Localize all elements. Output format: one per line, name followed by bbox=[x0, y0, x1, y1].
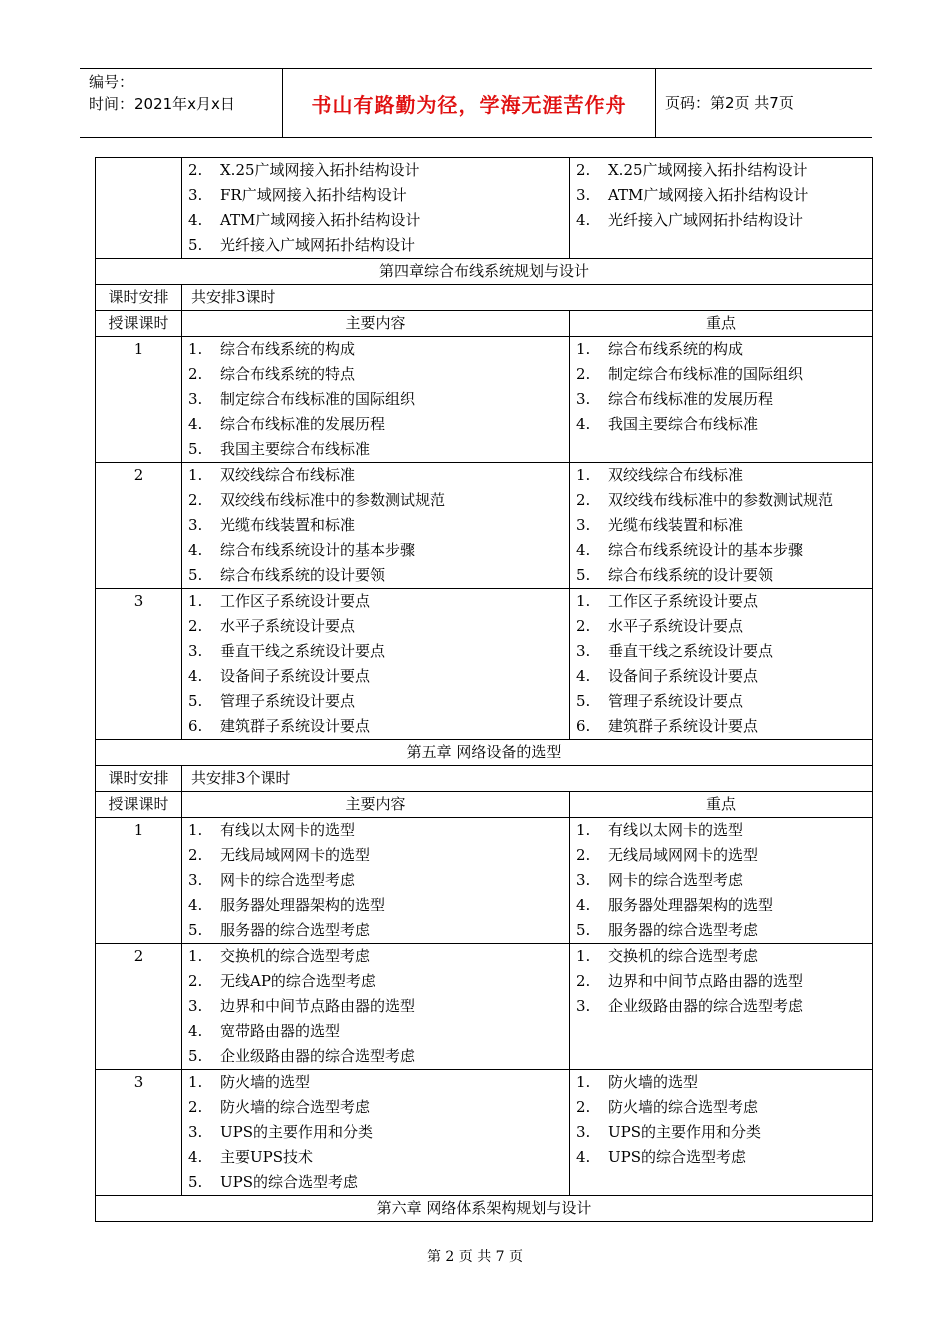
list-item bbox=[576, 614, 872, 639]
item-number: 5. bbox=[188, 236, 203, 254]
list-item bbox=[576, 994, 872, 1019]
list-item bbox=[188, 1095, 569, 1120]
item-number: 5. bbox=[576, 921, 591, 939]
column-header-row bbox=[96, 311, 873, 337]
item-number: 1. bbox=[576, 947, 591, 965]
item-text: 双绞线布线标准中的参数测试规范 bbox=[220, 491, 446, 509]
list-item bbox=[188, 183, 569, 208]
item-number: 2. bbox=[576, 972, 591, 990]
page-footer: 第 2 页 共 7 页 bbox=[426, 1249, 524, 1265]
table-row bbox=[96, 589, 873, 740]
item-number: 5. bbox=[576, 692, 591, 710]
item-number: 1. bbox=[576, 466, 591, 484]
list-item bbox=[188, 337, 569, 362]
list-item bbox=[576, 208, 872, 233]
item-number: 3. bbox=[576, 871, 591, 889]
content-cell bbox=[182, 818, 570, 944]
item-number: 3. bbox=[188, 997, 203, 1015]
list-item bbox=[576, 488, 872, 513]
item-number: 3. bbox=[576, 390, 591, 408]
list-item bbox=[576, 868, 872, 893]
list-item bbox=[188, 664, 569, 689]
list-item bbox=[188, 412, 569, 437]
item-number: 2. bbox=[576, 617, 591, 635]
list-item bbox=[576, 714, 872, 739]
item-number: 4. bbox=[188, 541, 203, 559]
list-item bbox=[576, 818, 872, 843]
item-text: 设备间子系统设计要点 bbox=[608, 667, 759, 685]
hour-cell bbox=[96, 158, 182, 259]
item-number: 2. bbox=[188, 491, 203, 509]
item-number: 4. bbox=[188, 1022, 203, 1040]
item-text: 工作区子系统设计要点 bbox=[220, 592, 371, 610]
list-item bbox=[576, 412, 872, 437]
item-number: 3. bbox=[576, 642, 591, 660]
item-text: 光纤接入广域网拓扑结构设计 bbox=[608, 211, 804, 229]
item-text: 建筑群子系统设计要点 bbox=[220, 717, 371, 735]
item-text: 设备间子系统设计要点 bbox=[220, 667, 371, 685]
list-item bbox=[576, 589, 872, 614]
list-item bbox=[576, 362, 872, 387]
list-item bbox=[576, 893, 872, 918]
item-text: 水平子系统设计要点 bbox=[608, 617, 744, 635]
schedule-value: 共安排3课时 bbox=[182, 285, 873, 311]
item-text: 水平子系统设计要点 bbox=[220, 617, 356, 635]
item-text: ATM广域网接入拓扑结构设计 bbox=[220, 211, 421, 229]
item-text: 防火墙的选型 bbox=[608, 1073, 699, 1091]
list-item bbox=[188, 1044, 569, 1069]
list-item bbox=[576, 337, 872, 362]
item-number: 5. bbox=[188, 921, 203, 939]
schedule-row bbox=[96, 766, 873, 792]
item-text: 防火墙的选型 bbox=[220, 1073, 311, 1091]
item-text: 综合布线系统设计的基本步骤 bbox=[608, 541, 804, 559]
item-text: 综合布线系统的特点 bbox=[220, 365, 356, 383]
key-cell bbox=[570, 463, 873, 589]
item-number: 5. bbox=[188, 1047, 203, 1065]
list-item bbox=[188, 843, 569, 868]
item-number: 5. bbox=[188, 1173, 203, 1191]
item-number: 4. bbox=[576, 415, 591, 433]
list-item bbox=[576, 689, 872, 714]
item-number: 4. bbox=[188, 415, 203, 433]
item-number: 3. bbox=[188, 642, 203, 660]
item-number: 4. bbox=[576, 1148, 591, 1166]
item-text: 无线AP的综合选型考虑 bbox=[220, 972, 376, 990]
item-text: UPS的主要作用和分类 bbox=[608, 1123, 762, 1141]
list-item bbox=[576, 158, 872, 183]
item-text: 光缆布线装置和标准 bbox=[608, 516, 744, 534]
hour-cell: 1 bbox=[96, 818, 182, 944]
key-cell bbox=[570, 589, 873, 740]
item-number: 1. bbox=[188, 821, 203, 839]
item-number: 4. bbox=[576, 896, 591, 914]
content-cell bbox=[182, 589, 570, 740]
item-number: 4. bbox=[188, 896, 203, 914]
item-text: 光缆布线装置和标准 bbox=[220, 516, 356, 534]
list-item bbox=[188, 1070, 569, 1095]
list-item bbox=[576, 843, 872, 868]
list-item bbox=[188, 362, 569, 387]
item-number: 2. bbox=[188, 365, 203, 383]
list-item bbox=[188, 437, 569, 462]
item-text: 主要UPS技术 bbox=[220, 1148, 314, 1166]
content-cell bbox=[182, 337, 570, 463]
list-item bbox=[188, 538, 569, 563]
list-item bbox=[188, 994, 569, 1019]
content-cell bbox=[182, 158, 570, 259]
list-item bbox=[576, 463, 872, 488]
item-number: 2. bbox=[576, 161, 591, 179]
item-text: 管理子系统设计要点 bbox=[220, 692, 356, 710]
item-number: 4. bbox=[576, 211, 591, 229]
content-cell bbox=[182, 463, 570, 589]
item-text: UPS的综合选型考虑 bbox=[608, 1148, 747, 1166]
item-number: 4. bbox=[188, 667, 203, 685]
item-text: 边界和中间节点路由器的选型 bbox=[220, 997, 416, 1015]
header-motto-cell bbox=[282, 69, 656, 137]
list-item bbox=[188, 868, 569, 893]
list-item bbox=[188, 689, 569, 714]
list-item bbox=[188, 463, 569, 488]
hour-cell: 1 bbox=[96, 337, 182, 463]
item-text: 制定综合布线标准的国际组织 bbox=[608, 365, 804, 383]
table-row bbox=[96, 158, 873, 259]
item-number: 2. bbox=[188, 972, 203, 990]
item-text: FR广域网接入拓扑结构设计 bbox=[220, 186, 407, 204]
item-number: 5. bbox=[188, 440, 203, 458]
item-text: 无线局域网网卡的选型 bbox=[220, 846, 371, 864]
list-item bbox=[576, 513, 872, 538]
item-text: X.25广域网接入拓扑结构设计 bbox=[608, 161, 808, 179]
schedule-value: 共安排3个课时 bbox=[182, 766, 873, 792]
header-right-cell bbox=[656, 69, 872, 137]
list-item bbox=[576, 1120, 872, 1145]
item-number: 1. bbox=[576, 340, 591, 358]
list-item bbox=[188, 1170, 569, 1195]
item-text: 综合布线系统的构成 bbox=[220, 340, 356, 358]
item-number: 2. bbox=[576, 491, 591, 509]
item-number: 3. bbox=[576, 516, 591, 534]
item-number: 4. bbox=[576, 667, 591, 685]
chapter-title-row bbox=[96, 1196, 873, 1222]
col-key-header: 重点 bbox=[570, 792, 873, 818]
item-number: 1. bbox=[576, 592, 591, 610]
item-number: 3. bbox=[576, 186, 591, 204]
item-number: 2. bbox=[576, 365, 591, 383]
item-number: 2. bbox=[188, 846, 203, 864]
item-text: 我国主要综合布线标准 bbox=[220, 440, 371, 458]
item-text: 交换机的综合选型考虑 bbox=[220, 947, 371, 965]
item-text: 光纤接入广域网拓扑结构设计 bbox=[220, 236, 416, 254]
list-item bbox=[188, 944, 569, 969]
item-text: 无线局域网网卡的选型 bbox=[608, 846, 759, 864]
item-number: 1. bbox=[576, 1073, 591, 1091]
item-text: 双绞线综合布线标准 bbox=[220, 466, 356, 484]
hour-cell: 3 bbox=[96, 589, 182, 740]
list-item bbox=[188, 893, 569, 918]
chapter-title: 第六章 网络体系架构规划与设计 bbox=[96, 1196, 873, 1222]
schedule-row bbox=[96, 285, 873, 311]
list-item bbox=[576, 1145, 872, 1170]
item-text: 企业级路由器的综合选型考虑 bbox=[608, 997, 804, 1015]
list-item bbox=[576, 538, 872, 563]
item-text: 防火墙的综合选型考虑 bbox=[608, 1098, 759, 1116]
list-item bbox=[576, 387, 872, 412]
table-row bbox=[96, 463, 873, 589]
item-number: 2. bbox=[576, 1098, 591, 1116]
item-text: 服务器处理器架构的选型 bbox=[608, 896, 774, 914]
chapter-title: 第五章 网络设备的选型 bbox=[96, 740, 873, 766]
content-cell bbox=[182, 1070, 570, 1196]
item-number: 3. bbox=[576, 1123, 591, 1141]
key-cell bbox=[570, 1070, 873, 1196]
list-item bbox=[188, 233, 569, 258]
item-number: 5. bbox=[188, 566, 203, 584]
table-row bbox=[96, 1070, 873, 1196]
col-content-header: 主要内容 bbox=[182, 792, 570, 818]
col-hour-header: 授课课时 bbox=[96, 311, 182, 337]
list-item bbox=[188, 158, 569, 183]
col-content-header: 主要内容 bbox=[182, 311, 570, 337]
item-text: 交换机的综合选型考虑 bbox=[608, 947, 759, 965]
list-item bbox=[576, 1070, 872, 1095]
motto-text: 书山有路勤为径，学海无涯苦作舟 bbox=[311, 92, 627, 117]
hour-cell: 2 bbox=[96, 463, 182, 589]
item-text: 垂直干线之系统设计要点 bbox=[220, 642, 386, 660]
list-item bbox=[188, 639, 569, 664]
list-item bbox=[188, 1019, 569, 1044]
content-cell bbox=[182, 944, 570, 1070]
item-text: 双绞线布线标准中的参数测试规范 bbox=[608, 491, 834, 509]
item-number: 1. bbox=[188, 466, 203, 484]
item-text: 有线以太网卡的选型 bbox=[608, 821, 744, 839]
item-text: 网卡的综合选型考虑 bbox=[220, 871, 356, 889]
item-text: 边界和中间节点路由器的选型 bbox=[608, 972, 804, 990]
item-text: UPS的主要作用和分类 bbox=[220, 1123, 374, 1141]
list-item bbox=[576, 183, 872, 208]
item-text: UPS的综合选型考虑 bbox=[220, 1173, 359, 1191]
item-number: 6. bbox=[576, 717, 591, 735]
item-number: 3. bbox=[188, 390, 203, 408]
chapter-title: 第四章综合布线系统规划与设计 bbox=[96, 259, 873, 285]
key-cell bbox=[570, 944, 873, 1070]
key-cell bbox=[570, 337, 873, 463]
item-text: 制定综合布线标准的国际组织 bbox=[220, 390, 416, 408]
item-number: 3. bbox=[188, 516, 203, 534]
document-header bbox=[80, 68, 872, 138]
item-number: 1. bbox=[188, 340, 203, 358]
list-item bbox=[188, 614, 569, 639]
item-text: 服务器处理器架构的选型 bbox=[220, 896, 386, 914]
list-item bbox=[576, 918, 872, 943]
table-row bbox=[96, 337, 873, 463]
chapter-title-row bbox=[96, 259, 873, 285]
list-item bbox=[576, 639, 872, 664]
item-number: 5. bbox=[188, 692, 203, 710]
list-item bbox=[188, 387, 569, 412]
item-number: 3. bbox=[188, 186, 203, 204]
time-label: 时间：2021年x月x日 bbox=[89, 95, 235, 113]
list-item bbox=[188, 918, 569, 943]
item-number: 2. bbox=[188, 161, 203, 179]
key-cell bbox=[570, 818, 873, 944]
item-number: 3. bbox=[576, 997, 591, 1015]
item-number: 1. bbox=[188, 947, 203, 965]
item-text: 有线以太网卡的选型 bbox=[220, 821, 356, 839]
item-number: 1. bbox=[576, 821, 591, 839]
page-label: 页码：第2页 共7页 bbox=[665, 94, 794, 112]
item-number: 1. bbox=[188, 1073, 203, 1091]
list-item bbox=[188, 969, 569, 994]
list-item bbox=[188, 208, 569, 233]
item-number: 2. bbox=[188, 617, 203, 635]
list-item bbox=[576, 1095, 872, 1120]
list-item bbox=[188, 1145, 569, 1170]
header-left-cell bbox=[80, 69, 282, 137]
item-number: 3. bbox=[188, 871, 203, 889]
item-text: 综合布线标准的发展历程 bbox=[220, 415, 386, 433]
list-item bbox=[188, 488, 569, 513]
item-text: 综合布线标准的发展历程 bbox=[608, 390, 774, 408]
hour-cell: 2 bbox=[96, 944, 182, 1070]
item-text: 垂直干线之系统设计要点 bbox=[608, 642, 774, 660]
item-text: 建筑群子系统设计要点 bbox=[608, 717, 759, 735]
item-text: 企业级路由器的综合选型考虑 bbox=[220, 1047, 416, 1065]
syllabus-table bbox=[95, 157, 873, 1222]
list-item bbox=[188, 1120, 569, 1145]
item-number: 6. bbox=[188, 717, 203, 735]
col-hour-header: 授课课时 bbox=[96, 792, 182, 818]
list-item bbox=[576, 664, 872, 689]
item-text: 服务器的综合选型考虑 bbox=[608, 921, 759, 939]
item-text: 双绞线综合布线标准 bbox=[608, 466, 744, 484]
item-text: 管理子系统设计要点 bbox=[608, 692, 744, 710]
list-item bbox=[576, 944, 872, 969]
item-number: 2. bbox=[576, 846, 591, 864]
item-text: 我国主要综合布线标准 bbox=[608, 415, 759, 433]
item-text: 综合布线系统设计的基本步骤 bbox=[220, 541, 416, 559]
list-item bbox=[188, 714, 569, 739]
list-item bbox=[188, 818, 569, 843]
schedule-label: 课时安排 bbox=[96, 285, 182, 311]
item-number: 4. bbox=[188, 1148, 203, 1166]
item-number: 3. bbox=[188, 1123, 203, 1141]
item-text: 服务器的综合选型考虑 bbox=[220, 921, 371, 939]
table-row bbox=[96, 944, 873, 1070]
number-label: 编号： bbox=[89, 73, 135, 91]
item-text: 网卡的综合选型考虑 bbox=[608, 871, 744, 889]
key-cell bbox=[570, 158, 873, 259]
item-text: 宽带路由器的选型 bbox=[220, 1022, 341, 1040]
hour-cell: 3 bbox=[96, 1070, 182, 1196]
item-text: 综合布线系统的设计要领 bbox=[220, 566, 386, 584]
item-number: 2. bbox=[188, 1098, 203, 1116]
item-number: 1. bbox=[188, 592, 203, 610]
chapter-title-row bbox=[96, 740, 873, 766]
list-item bbox=[188, 589, 569, 614]
item-text: 综合布线系统的构成 bbox=[608, 340, 744, 358]
item-text: ATM广域网接入拓扑结构设计 bbox=[608, 186, 809, 204]
item-text: 综合布线系统的设计要领 bbox=[608, 566, 774, 584]
item-text: 工作区子系统设计要点 bbox=[608, 592, 759, 610]
item-text: X.25广域网接入拓扑结构设计 bbox=[220, 161, 420, 179]
list-item bbox=[576, 969, 872, 994]
list-item bbox=[188, 513, 569, 538]
item-number: 5. bbox=[576, 566, 591, 584]
list-item bbox=[188, 563, 569, 588]
item-number: 4. bbox=[188, 211, 203, 229]
item-text: 防火墙的综合选型考虑 bbox=[220, 1098, 371, 1116]
table-row bbox=[96, 818, 873, 944]
column-header-row bbox=[96, 792, 873, 818]
item-number: 4. bbox=[576, 541, 591, 559]
schedule-label: 课时安排 bbox=[96, 766, 182, 792]
col-key-header: 重点 bbox=[570, 311, 873, 337]
list-item bbox=[576, 563, 872, 588]
